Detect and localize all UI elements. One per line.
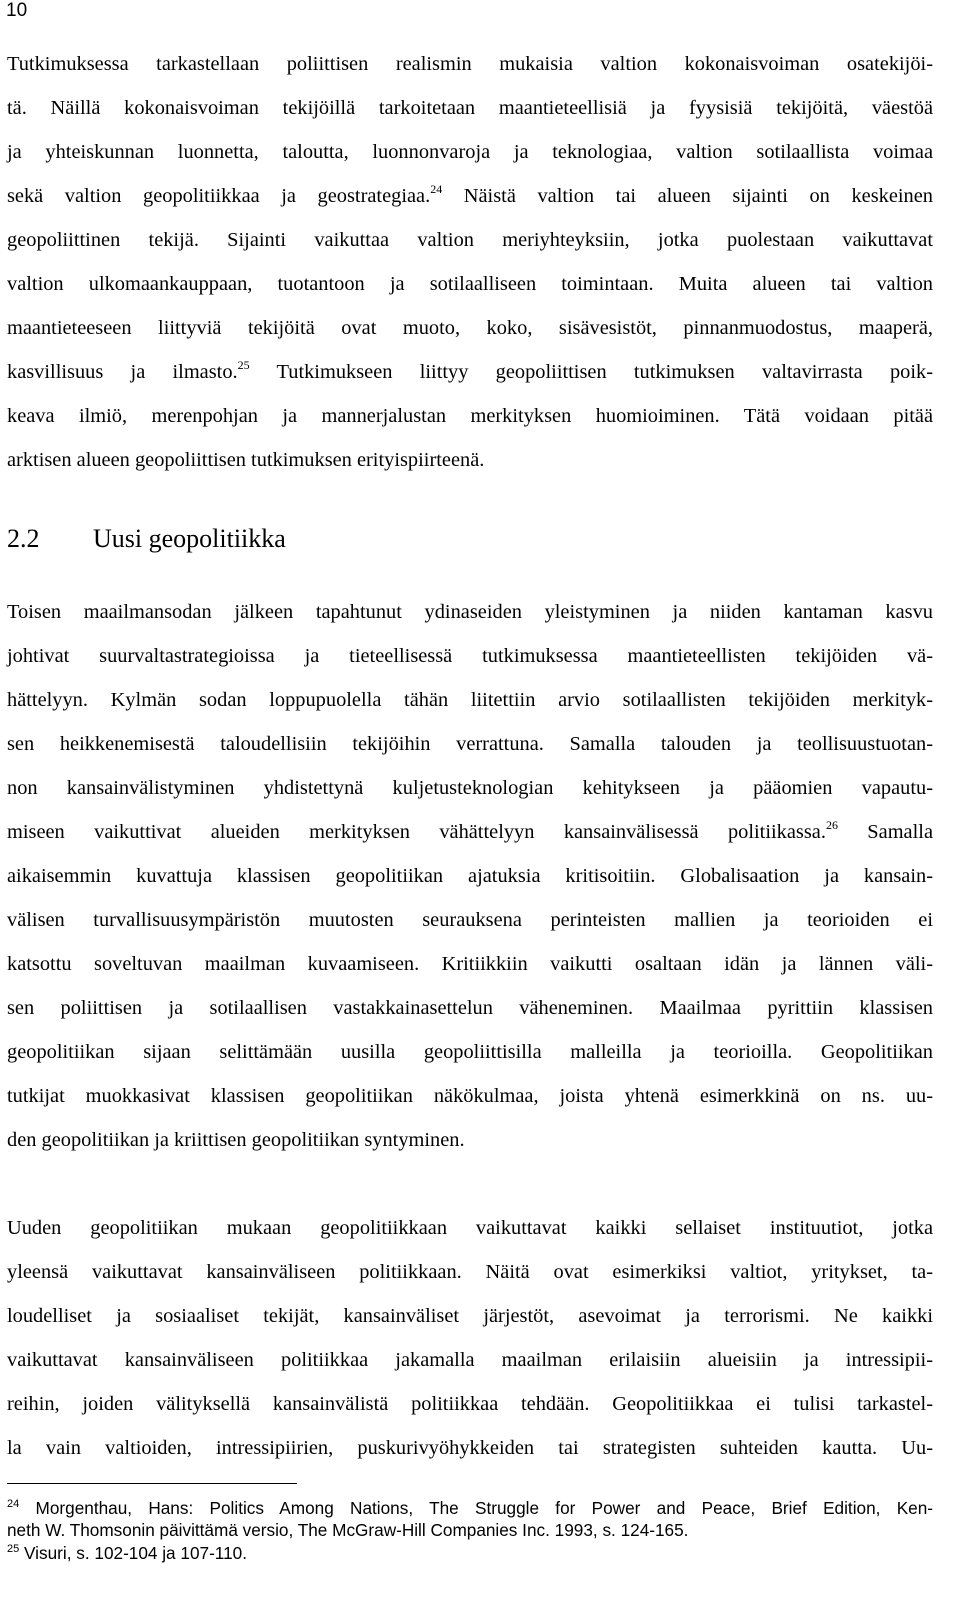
body-text-line: geopolitiikan sijaan selittämään uusilla geopoliittisilla malleilla ja teorioilla. Geopolitiikan xyxy=(7,1041,933,1063)
body-text-line: hättelyyn. Kylmän sodan loppupuolella tähän liitettiin arvio sotilaallisten tekijöiden merkityk- xyxy=(7,689,933,711)
footnote-line: neth W. Thomsonin päivittämä versio, The McGraw-Hill Companies Inc. 1993, s. 124-165. xyxy=(7,1520,689,1540)
body-text-line: yleensä vaikuttavat kansainväliseen politiikkaan. Näitä ovat esimerkiksi valtiot, yritykset, ta- xyxy=(7,1261,933,1283)
section-number: 2.2 xyxy=(7,524,40,553)
body-text-line xyxy=(7,360,933,384)
text-run: Morgenthau, Hans: Politics Among Nations, The Struggle for Power and Peace, Brief Edition, Ken- xyxy=(19,1498,933,1518)
body-text-line: reihin, joiden välityksellä kansainvälistä politiikkaa tehdään. Geopolitiikkaa ei tulisi tarkastel- xyxy=(7,1393,933,1415)
body-text-line: Toisen maailmansodan jälkeen tapahtunut ydinaseiden yleistyminen ja niiden kantaman kasvu xyxy=(7,601,933,623)
text-run: kasvillisuus ja ilmasto. xyxy=(7,361,238,383)
body-text-line: tä. Näillä kokonaisvoiman tekijöillä tarkoitetaan maantieteellisiä ja fyysisiä tekijöitä, väestöä xyxy=(7,97,933,119)
text-run: Visuri, s. 102-104 ja 107-110. xyxy=(19,1543,247,1563)
body-text-line: Tutkimuksessa tarkastellaan poliittisen realismin mukaisia valtion kokonaisvoiman osatekijöi- xyxy=(7,53,933,75)
footnote-ref-26[interactable]: 26 xyxy=(825,818,838,832)
body-text-line xyxy=(7,184,933,208)
body-text-line: geopoliittinen tekijä. Sijainti vaikuttaa valtion meriyhteyksiin, jotka puolestaan vaikuttavat xyxy=(7,229,933,251)
text-run: sekä valtion geopolitiikkaa ja geostrategiaa. xyxy=(7,185,431,207)
body-text-line: loudelliset ja sosiaaliset tekijät, kansainväliset järjestöt, asevoimat ja terrorismi. Ne kaikki xyxy=(7,1305,933,1327)
footnote-line xyxy=(7,1543,933,1563)
body-text-line: Uuden geopolitiikan mukaan geopolitiikkaan vaikuttavat kaikki sellaiset instituutiot, jotka xyxy=(7,1217,933,1239)
section-heading xyxy=(7,524,286,554)
body-text-line: non kansainvälistyminen yhdistettynä kuljetusteknologian kehitykseen ja pääomien vapautu- xyxy=(7,777,933,799)
body-text-line: keava ilmiö, merenpohjan ja mannerjalustan merkityksen huomioiminen. Tätä voidaan pitää xyxy=(7,405,933,427)
body-text-line xyxy=(7,820,933,844)
text-run: Tutkimukseen liittyy geopoliittisen tutkimuksen valtavirrasta poik- xyxy=(249,361,934,383)
text-run: miseen vaikuttivat alueiden merkityksen vähättelyyn kansainvälisessä politiikassa. xyxy=(7,821,826,843)
page-number: 10 xyxy=(6,0,28,21)
footnote-separator xyxy=(7,1483,297,1484)
footnote-number-24: 24 xyxy=(7,1498,20,1510)
body-text-line: välisen turvallisuusympäristön muutosten seurauksena perinteisten mallien ja teorioiden ei xyxy=(7,909,933,931)
text-run: Samalla xyxy=(837,821,933,843)
body-text-line: aikaisemmin kuvattuja klassisen geopolitiikan ajatuksia kritisoitiin. Globalisaation ja kansain- xyxy=(7,865,933,887)
section-title: Uusi geopolitiikka xyxy=(93,524,286,553)
body-text-line: vaikuttavat kansainväliseen politiikkaa jakamalla maailman erilaisiin alueisiin ja intressipii- xyxy=(7,1349,933,1371)
body-text-line: maantieteeseen liittyviä tekijöitä ovat muoto, koko, sisävesistöt, pinnanmuodostus, maaperä, xyxy=(7,317,933,339)
footnote-line xyxy=(7,1498,933,1518)
body-text-line: tutkijat muokkasivat klassisen geopolitiikan näkökulmaa, joista yhtenä esimerkkinä on ns. uu- xyxy=(7,1085,933,1107)
footnote-ref-24[interactable]: 24 xyxy=(430,182,443,196)
body-text-line: johtivat suurvaltastrategioissa ja tieteellisessä tutkimuksessa maantieteellisten tekijöiden vä- xyxy=(7,645,933,667)
body-text-line: den geopolitiikan ja kriittisen geopolitiikan syntyminen. xyxy=(7,1129,465,1151)
body-text-line: la vain valtioiden, intressipiirien, puskurivyöhykkeiden tai strategisten suhteiden kautta. Uu- xyxy=(7,1437,933,1459)
text-run: Näistä valtion tai alueen sijainti on keskeinen xyxy=(442,185,933,207)
body-text-line: katsottu soveltuvan maailman kuvaamiseen. Kritiikkiin vaikutti osaltaan idän ja lännen väli- xyxy=(7,953,933,975)
footnote-number-25: 25 xyxy=(7,1543,20,1555)
body-text-line: valtion ulkomaankauppaan, tuotantoon ja sotilaalliseen toimintaan. Muita alueen tai valtion xyxy=(7,273,933,295)
body-text-line: sen heikkenemisestä taloudellisiin tekijöihin verrattuna. Samalla talouden ja teollisuustuotan- xyxy=(7,733,933,755)
body-text-line: arktisen alueen geopoliittisen tutkimuksen erityispiirteenä. xyxy=(7,449,485,471)
footnote-ref-25[interactable]: 25 xyxy=(237,358,250,372)
body-text-line: ja yhteiskunnan luonnetta, taloutta, luonnonvaroja ja teknologiaa, valtion sotilaallista voimaa xyxy=(7,141,933,163)
body-text-line: sen poliittisen ja sotilaallisen vastakkainasettelun väheneminen. Maailmaa pyrittiin klassisen xyxy=(7,997,933,1019)
